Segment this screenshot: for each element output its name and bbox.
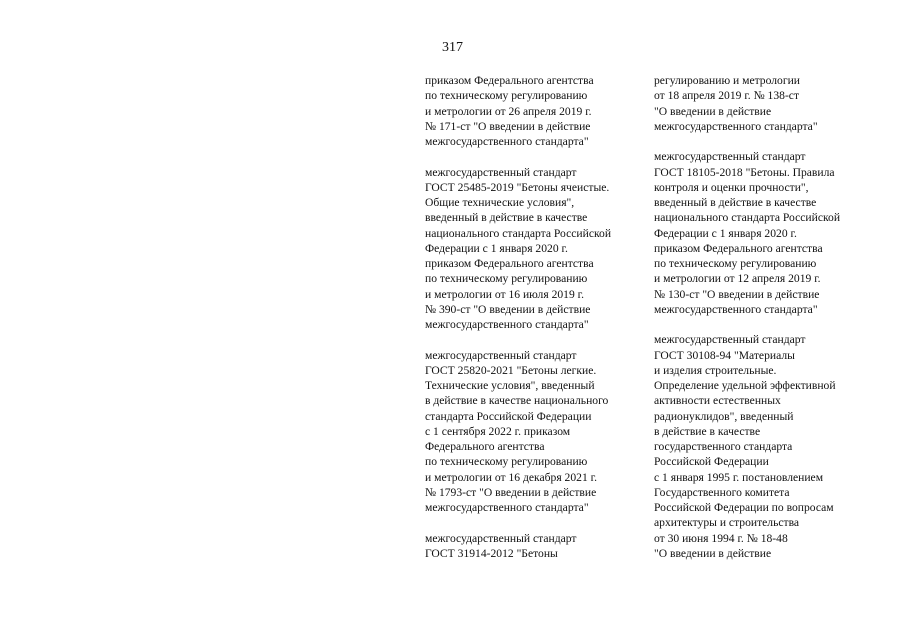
paragraph <box>654 149 899 317</box>
text-line: межгосударственного стандарта" <box>425 135 589 148</box>
text-line: и метрологии от 26 апреля 2019 г. <box>425 104 592 118</box>
text-line: и метрологии от 16 декабря 2021 г. <box>425 470 597 484</box>
text-line: ГОСТ 31914-2012 "Бетоны <box>425 546 558 560</box>
text-line: межгосударственный стандарт <box>654 333 806 347</box>
text-line: ГОСТ 25820-2021 "Бетоны легкие. <box>425 363 597 377</box>
text-line: стандарта Российской Федерации <box>425 409 592 423</box>
text-line: межгосударственного стандарта" <box>425 501 589 514</box>
text-line: ГОСТ 25485-2019 "Бетоны ячеистые. <box>425 180 610 194</box>
text-line: и метрологии от 12 апреля 2019 г. <box>654 272 821 286</box>
text-line: Государственного комитета <box>654 485 790 499</box>
text-line: от 18 апреля 2019 г. № 138-ст <box>654 89 800 103</box>
text-line: "О введении в действие <box>654 546 772 560</box>
text-line: № 1793-ст "О введении в действие <box>425 485 597 499</box>
text-line: межгосударственный стандарт <box>654 150 806 164</box>
paragraph <box>654 332 899 561</box>
text-line: ГОСТ 18105-2018 "Бетоны. Правила <box>654 165 835 179</box>
text-line: приказом Федерального агентства <box>425 74 594 87</box>
text-line: межгосударственный стандарт <box>425 348 577 362</box>
text-line: Российской Федерации по вопросам <box>654 501 834 514</box>
text-line: контроля и оценки прочности", <box>654 180 809 194</box>
text-line: Федерального агентства <box>425 440 545 453</box>
text-line: архитектуры и строительства <box>654 516 800 530</box>
text-line: в действие в качестве <box>654 424 761 438</box>
text-line: и метрологии от 16 июля 2019 г. <box>425 287 585 301</box>
text-line: государственного стандарта <box>654 440 793 453</box>
text-line: введенный в действие в качестве <box>654 196 817 209</box>
left-text-column <box>425 73 650 561</box>
text-line: Российской Федерации <box>654 455 769 469</box>
text-line: № 130-ст "О введении в действие <box>654 287 820 301</box>
right-text-column <box>654 73 899 561</box>
text-line: приказом Федерального агентства <box>654 241 823 255</box>
page-number-text: 317 <box>442 40 463 55</box>
text-line: приказом Федерального агентства <box>425 257 594 270</box>
text-line: по техническому регулированию <box>425 455 588 469</box>
text-line: межгосударственного стандарта" <box>425 318 589 331</box>
text-line: № 171-ст "О введении в действие <box>425 119 591 133</box>
text-line: с 1 января 1995 г. постановлением <box>654 470 824 484</box>
text-line: Общие технические условия", <box>425 196 575 209</box>
text-line: Технические условия", введенный <box>425 379 595 392</box>
text-line: национального стандарта Российской <box>654 211 841 225</box>
paragraph <box>425 531 650 562</box>
text-line: № 390-ст "О введении в действие <box>425 302 591 316</box>
text-line: от 30 июня 1994 г. № 18-48 <box>654 531 788 545</box>
text-line: активности естественных <box>654 394 781 408</box>
text-line: радионуклидов", введенный <box>654 409 794 423</box>
text-line: введенный в действие в качестве <box>425 211 588 225</box>
page-number <box>0 40 905 56</box>
text-line: национального стандарта Российской <box>425 226 612 240</box>
paragraph <box>425 348 650 516</box>
text-line: межгосударственного стандарта" <box>654 302 818 316</box>
paragraph <box>654 73 899 134</box>
text-line: межгосударственного стандарта" <box>654 119 818 133</box>
text-line: в действие в качестве национального <box>425 394 609 408</box>
text-line: межгосударственный стандарт <box>425 165 577 179</box>
text-line: Федерации с 1 января 2020 г. <box>425 241 568 255</box>
text-line: Федерации с 1 января 2020 г. <box>654 226 797 240</box>
text-line: регулированию и метрологии <box>654 74 800 87</box>
text-line: по техническому регулированию <box>654 257 817 270</box>
text-line: по техническому регулированию <box>425 272 588 286</box>
paragraph <box>425 73 650 149</box>
text-line: с 1 сентября 2022 г. приказом <box>425 424 571 438</box>
text-line: Определение удельной эффективной <box>654 379 836 392</box>
text-line: по техническому регулированию <box>425 89 588 103</box>
paragraph <box>425 165 650 333</box>
text-line: "О введении в действие <box>654 104 772 118</box>
text-line: межгосударственный стандарт <box>425 531 577 545</box>
text-line: и изделия строительные. <box>654 363 777 377</box>
text-line: ГОСТ 30108-94 "Материалы <box>654 348 795 362</box>
